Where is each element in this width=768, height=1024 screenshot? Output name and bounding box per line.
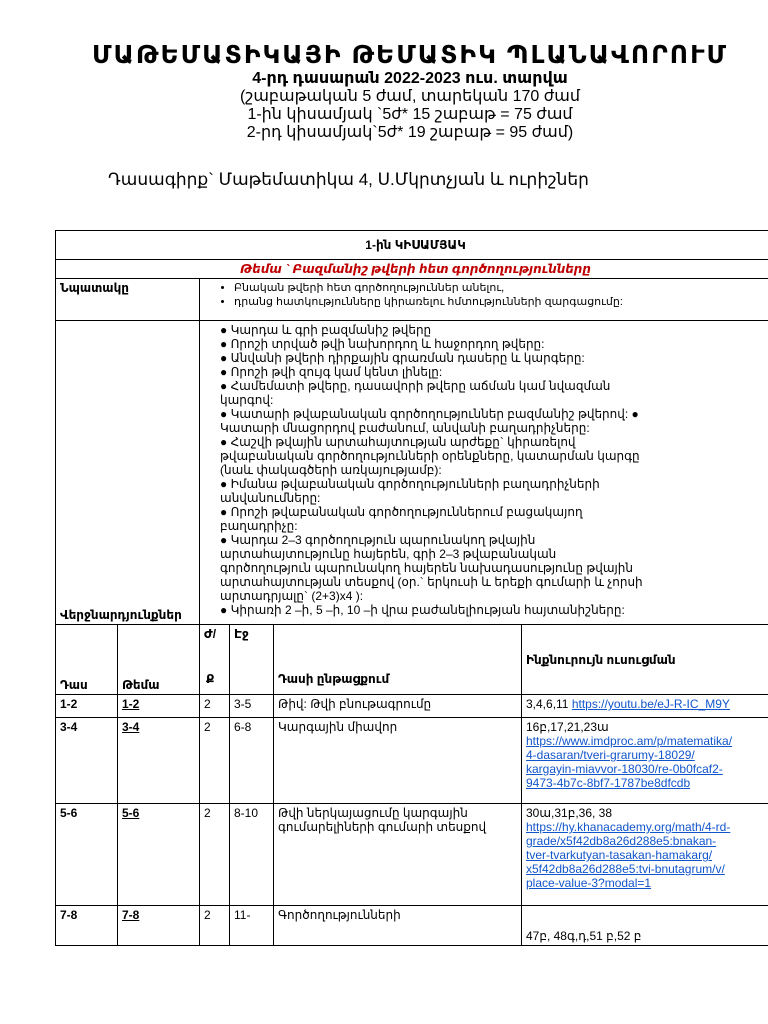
result-line: արտահայտության տեսքով (օր.` երկուսի և երեքի գումարի և չորսի bbox=[220, 575, 643, 589]
plan-table bbox=[55, 230, 768, 946]
result-line: ● Որոշի թվաբանական գործողություններում բացակայող bbox=[220, 505, 583, 519]
lesson-topic: Կարգային միավոր bbox=[274, 718, 522, 804]
result-line: ● Կատարի թվաբանական գործողություններ բազմանիշ թվերով: ● bbox=[220, 407, 639, 421]
lesson-number: 5-6 bbox=[56, 804, 118, 906]
theme-number: 7-8 bbox=[118, 906, 200, 946]
hours-value: 2 bbox=[200, 718, 230, 804]
column-header-row bbox=[56, 625, 768, 695]
resource-link[interactable]: 4-dasaran/tveri-grarumy-18029/ bbox=[526, 748, 695, 762]
result-line: գործողություն պարունակող հայերեն նախադասությունը թվային bbox=[220, 561, 633, 575]
textbook-line: Դասագիրք` Մաթեմատիկա 4, Ս.Մկրտչյան և ուրիշներ bbox=[108, 170, 589, 189]
semester1-hours: 1-ին կիսամյակ `5ժ* 15 շաբաթ = 75 ժամ bbox=[247, 106, 573, 123]
lesson-number: 7-8 bbox=[56, 906, 118, 946]
resource-link[interactable]: x5f42db8a26d288e5:tvi-bnutagrum/v/ bbox=[526, 862, 725, 876]
table-row bbox=[56, 695, 768, 718]
document-title: ՄԱԹԵՄԱՏԻԿԱՅԻ ԹԵՄԱՏԻԿ ՊԼԱՆԱՎՈՐՈՒՄ bbox=[92, 41, 728, 69]
tasks-text: 47բ, 48գ,դ,51 բ,52 բ bbox=[526, 929, 642, 943]
result-line: արտահայտությունը հայերեն, գրի 2–3 թվաբանական bbox=[220, 547, 557, 561]
tasks-text: 30ա,31բ,36, 38 bbox=[526, 806, 613, 820]
hours-value: 2 bbox=[200, 906, 230, 946]
table-row bbox=[56, 718, 768, 804]
result-line: ● Կարդա և գրի բազմանիշ թվերը bbox=[220, 323, 432, 337]
table-row bbox=[56, 906, 768, 946]
result-line: արտադրյալը` (2+3)x4 ): bbox=[220, 589, 364, 603]
result-line: ● Կարդա 2–3 գործողություն պարունակող թվային bbox=[220, 533, 536, 547]
resource-link[interactable]: place-value-3?modal=1 bbox=[526, 876, 652, 890]
result-line: ● Համեմատի թվերը, դասավորի թվերը աճման կամ նվազման bbox=[220, 379, 611, 393]
pages-value: 8-10 bbox=[230, 804, 274, 906]
pages-value: 11- bbox=[230, 906, 274, 946]
col-pages: Էջ bbox=[230, 625, 274, 695]
table-row bbox=[56, 804, 768, 906]
result-line: (նաև փակագծերի առկայությամբ): bbox=[220, 463, 442, 477]
result-line: ● Հաշվի թվային արտահայտության արժեքը` կիրառելով bbox=[220, 435, 576, 449]
document-header bbox=[0, 40, 768, 142]
results-label: Վերջնարդյունքներ bbox=[56, 321, 200, 625]
resource-link[interactable]: 9473-4b7c-8bf7-1787be8dfcdb bbox=[526, 776, 691, 790]
self-study-cell bbox=[522, 906, 768, 946]
hours-value: 2 bbox=[200, 695, 230, 718]
col-hours-top: Ժ/ bbox=[204, 627, 217, 641]
hours-line: (շաբաթական 5 ժամ, տարեկան 170 ժամ bbox=[240, 88, 580, 105]
resource-link[interactable]: https://hy.khanacademy.org/math/4-rd- bbox=[526, 820, 731, 834]
pages-value: 6-8 bbox=[230, 718, 274, 804]
hours-value: 2 bbox=[200, 804, 230, 906]
col-process: Դասի ընթացքում bbox=[274, 625, 522, 695]
goals-label: Նպատակը bbox=[56, 279, 200, 321]
resource-link[interactable]: grade/x5f42db8a26d288e5:bnakan- bbox=[526, 834, 717, 848]
col-self-study: Ինքնուրույն ուսուցման bbox=[522, 625, 768, 695]
goal-item: • Բնական թվերի հետ գործողություններ անելու, bbox=[234, 281, 768, 295]
col-hours bbox=[200, 625, 230, 695]
theme-heading: Թեմա ` Բազմանիշ թվերի հետ գործողությունները bbox=[56, 260, 768, 279]
pages-value: 3-5 bbox=[230, 695, 274, 718]
results-list bbox=[200, 321, 768, 625]
semester2-hours: 2-րդ կիսամյակ`5ժ* 19 շաբաթ = 95 ժամ) bbox=[246, 124, 574, 141]
lesson-topic: Թվի ներկայացումը կարգային գումարելիների գումարի տեսքով bbox=[274, 804, 522, 906]
result-line: ● Որոշի տրված թվի նախորդող և հաջորդող թվերը: bbox=[220, 337, 545, 351]
resource-link[interactable]: https://www.imdproc.am/p/matematika/ bbox=[526, 734, 733, 748]
col-lesson: Դաս bbox=[56, 625, 118, 695]
resource-link[interactable]: tver-tvarkutyan-tasakan-hamakarg/ bbox=[526, 848, 713, 862]
goals-list bbox=[200, 279, 768, 321]
result-line: ● Որոշի թվի զույգ կամ կենտ լինելը: bbox=[220, 365, 443, 379]
result-line: ● Անվանի թվերի դիրքային գրառման դասերը և կարգերը: bbox=[220, 351, 585, 365]
result-line: ● Իմանա թվաբանական գործողությունների բաղադրիչների bbox=[220, 477, 600, 491]
lesson-number: 1-2 bbox=[56, 695, 118, 718]
theme-number: 3-4 bbox=[118, 718, 200, 804]
self-study-cell bbox=[522, 718, 768, 804]
resource-link[interactable]: kargayin-miavvor-18030/re-0b0fcaf2- bbox=[526, 762, 723, 776]
result-line: բաղադրիչը: bbox=[220, 519, 298, 533]
theme-number: 1-2 bbox=[118, 695, 200, 718]
result-line: անվանումները: bbox=[220, 491, 321, 505]
result-line: թվաբանական գործողությունների օրենքները, կատարման կարգը bbox=[220, 449, 640, 463]
tasks-text: 3,4,6,11 bbox=[526, 697, 569, 711]
result-line: կարգով: bbox=[220, 393, 274, 407]
col-hours-bottom: Ք bbox=[206, 672, 215, 686]
self-study-cell bbox=[522, 804, 768, 906]
goal-item: • դրանց հատկությունները կիրառելու հմտությունների զարգացումը: bbox=[234, 295, 768, 309]
col-theme: Թեմա bbox=[118, 625, 200, 695]
lesson-topic: Թիվ: Թվի բնութագրումը bbox=[274, 695, 522, 718]
lesson-topic: Գործողությունների bbox=[274, 906, 522, 946]
theme-number: 5-6 bbox=[118, 804, 200, 906]
resource-link[interactable]: https://youtu.be/eJ-R-IC_M9Y bbox=[571, 697, 730, 711]
result-line: Կատարի մնացորդով բաժանում, անվանի բաղադրիչները: bbox=[220, 421, 590, 435]
result-line: ● Կիրառի 2 –ի, 5 –ի, 10 –ի վրա բաժանելիության հայտանիշները: bbox=[220, 603, 625, 617]
semester-heading: 1-ին ԿԻՍԱՄՅԱԿ bbox=[56, 231, 768, 260]
grade-year: 4-րդ դասարան 2022-2023 ուս. տարվա bbox=[252, 70, 568, 87]
lesson-number: 3-4 bbox=[56, 718, 118, 804]
tasks-text: 16բ,17,21,23ա bbox=[526, 720, 609, 734]
self-study-cell bbox=[522, 695, 768, 718]
